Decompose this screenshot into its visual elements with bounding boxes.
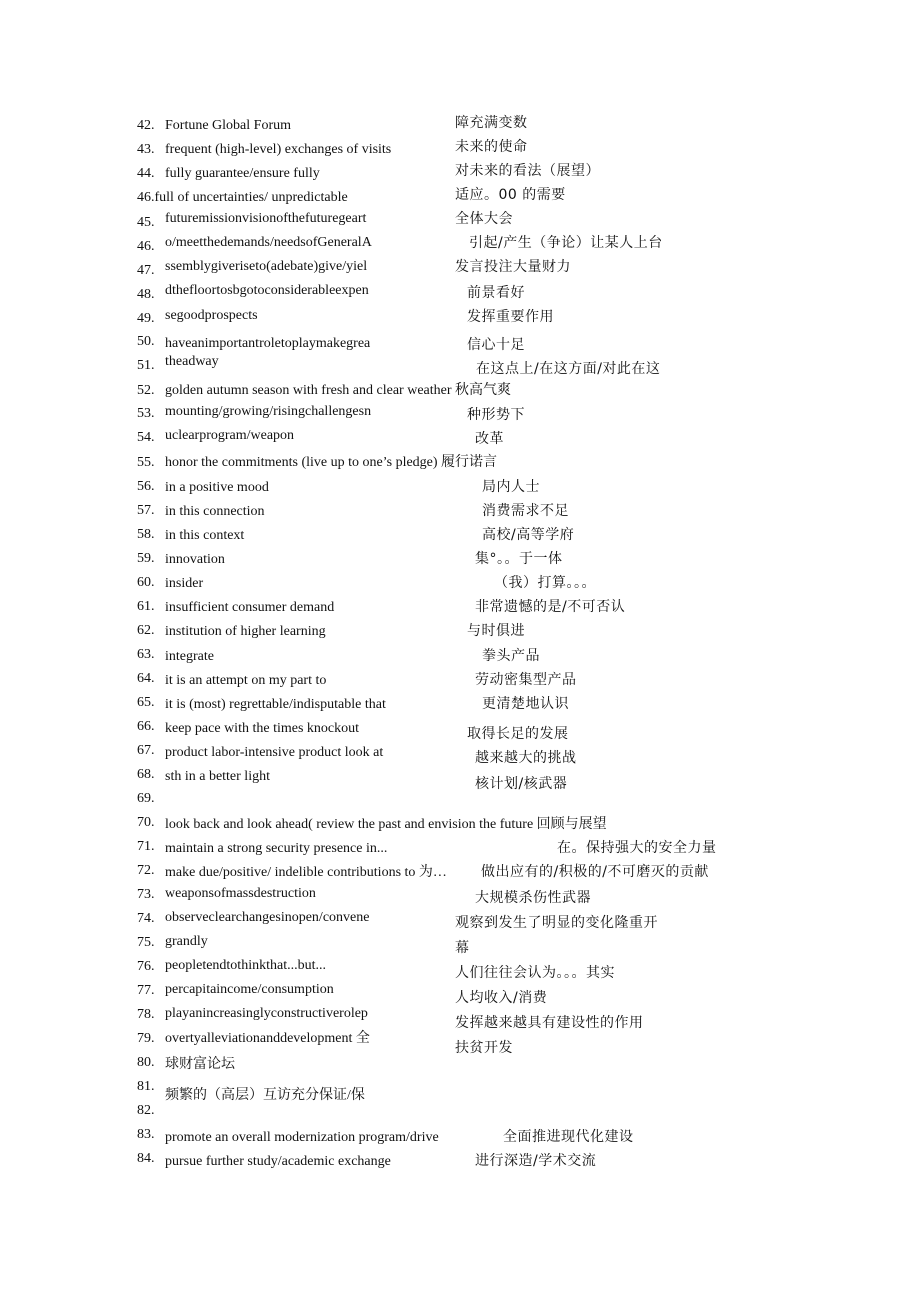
chinese-term: 消费需求不足 [482,503,569,519]
chinese-term: （我）打算。。。 [494,575,596,591]
english-term: in a positive mood [165,480,269,495]
chinese-term: 非常遗憾的是/不可否认 [475,599,626,615]
chinese-term: 幕 [455,940,470,956]
item-number: 53. [137,406,155,421]
english-term: it is (most) regrettable/indisputable that [165,697,386,712]
chinese-term: 改革 [475,431,504,447]
english-term: look back and look ahead( review the past and envision the future 回顾与展望 [165,817,607,832]
english-term: make due/positive/ indelible contributions to 为… [165,865,447,880]
english-term: haveanimportantroletoplaymakegrea [165,336,371,351]
item-number: 54. [137,430,155,445]
item-number: 63. [137,647,155,662]
item-number: 84. [137,1151,155,1166]
english-term: 46.full of uncertainties/ unpredictable [137,190,348,205]
chinese-term: 做出应有的/积极的/不可磨灭的贡献 [481,864,709,880]
item-number: 65. [137,695,155,710]
item-number: 72. [137,863,155,878]
item-number: 83. [137,1127,155,1142]
chinese-term: 拳头产品 [482,648,540,664]
chinese-term: 在这点上/在这方面/对此在这 [476,361,661,377]
item-number: 82. [137,1103,155,1118]
english-term: fully guarantee/ensure fully [165,166,320,181]
english-term: overtyalleviationanddevelopment 全 [165,1031,370,1046]
item-number: 69. [137,791,155,806]
english-term: grandly [165,934,208,949]
english-term: weaponsofmassdestruction [165,886,316,901]
chinese-term: 人均收入/消费 [455,990,548,1006]
item-number: 80. [137,1055,155,1070]
chinese-term: 障充满变数 [455,115,528,131]
item-number: 71. [137,839,155,854]
english-term: observeclearchangesinopen/convene [165,910,370,925]
english-term: promote an overall modernization program/drive [165,1130,439,1145]
english-term: ssemblygiveriseto(adebate)give/yiel [165,259,368,274]
item-number: 75. [137,935,155,950]
english-term: institution of higher learning [165,624,326,639]
item-number: 59. [137,551,155,566]
english-term: dthefloortosbgotoconsiderableexpen [165,283,369,298]
item-number: 49. [137,311,155,326]
chinese-term: 引起/产生（争论）让某人上台 [469,235,663,251]
english-term: integrate [165,649,214,664]
chinese-term: 人们往往会认为。。。其实 [455,965,615,981]
chinese-term: 扶贫开发 [455,1040,513,1056]
item-number: 46. [137,239,155,254]
english-term: sth in a better light [165,769,270,784]
item-number: 47. [137,263,155,278]
item-number: 64. [137,671,155,686]
item-number: 68. [137,767,155,782]
chinese-term: 前景看好 [467,285,525,301]
chinese-term: 发挥重要作用 [467,309,554,325]
english-term: playanincreasinglyconstructiverolep [165,1006,368,1021]
chinese-term: 取得长足的发展 [467,726,569,742]
item-number: 44. [137,166,155,181]
chinese-term: 更清楚地认识 [482,696,569,712]
item-number: 43. [137,142,155,157]
item-number: 78. [137,1007,155,1022]
english-term: segoodprospects [165,308,258,323]
item-number: 60. [137,575,155,590]
item-number: 79. [137,1031,155,1046]
english-term: insufficient consumer demand [165,600,335,615]
english-term: 球财富论坛 [165,1057,235,1072]
english-term: Fortune Global Forum [165,118,291,133]
chinese-term: 与时俱进 [467,623,525,639]
item-number: 42. [137,118,155,133]
chinese-term: 种形势下 [467,407,525,423]
item-number: 55. [137,455,155,470]
english-term: keep pace with the times knockout [165,721,359,736]
english-term: golden autumn season with fresh and clear weather 秋高气爽 [165,383,512,398]
item-number: 67. [137,743,155,758]
chinese-term: 集°。。于一体 [475,551,563,567]
english-term: innovation [165,552,225,567]
item-number: 48. [137,287,155,302]
chinese-term: 高校/高等学府 [482,527,575,543]
chinese-term: 对未来的看法（展望） [455,163,600,179]
english-term: in this context [165,528,245,543]
chinese-term: 发挥越来越具有建设性的作用 [455,1015,644,1031]
item-number: 76. [137,959,155,974]
chinese-term: 观察到发生了明显的变化隆重开 [455,915,658,931]
chinese-term: 劳动密集型产品 [475,672,577,688]
chinese-term: 越来越大的挑战 [475,750,577,766]
item-number: 74. [137,911,155,926]
english-term: product labor-intensive product look at [165,745,384,760]
english-term: 频繁的（高层）互访充分保证/保 [165,1088,365,1103]
english-term: pursue further study/academic exchange [165,1154,391,1169]
item-number: 77. [137,983,155,998]
chinese-term: 发言投注大量财力 [455,259,571,275]
chinese-term: 局内人士 [482,479,540,495]
chinese-term: 未来的使命 [455,139,528,155]
item-number: 66. [137,719,155,734]
english-term: insider [165,576,204,591]
chinese-term: 大规模杀伤性武器 [475,890,591,906]
english-term: futuremissionvisionofthefuturegeart [165,211,367,226]
item-number: 45. [137,215,155,230]
item-number: 58. [137,527,155,542]
english-term: honor the commitments (live up to one’s pledge) 履行诺言 [165,455,498,470]
item-number: 81. [137,1079,155,1094]
chinese-term: 适应。00 的需要 [455,187,566,203]
item-number: 70. [137,815,155,830]
item-number: 51. [137,358,155,373]
english-term: maintain a strong security presence in... [165,841,388,856]
english-term: percapitaincome/consumption [165,982,334,997]
item-number: 57. [137,503,155,518]
english-term: mounting/growing/risingchallengesn [165,404,372,419]
chinese-term: 信心十足 [467,337,525,353]
item-number: 52. [137,383,155,398]
english-term: peopletendtothinkthat...but... [165,958,326,973]
english-term: frequent (high-level) exchanges of visits [165,142,392,157]
chinese-term: 全面推进现代化建设 [503,1129,634,1145]
chinese-term: 在。保持强大的安全力量 [557,840,717,856]
english-term: it is an attempt on my part to [165,673,327,688]
english-term: o/meetthedemands/needsofGeneralA [165,235,372,250]
item-number: 62. [137,623,155,638]
item-number: 50. [137,334,155,349]
item-number: 61. [137,599,155,614]
item-number: 56. [137,479,155,494]
chinese-term: 进行深造/学术交流 [475,1153,597,1169]
item-number: 73. [137,887,155,902]
chinese-term: 核计划/核武器 [475,776,568,792]
chinese-term: 全体大会 [455,211,513,227]
english-term: uclearprogram/weapon [165,428,295,443]
english-term: theadway [165,354,219,369]
english-term: in this connection [165,504,265,519]
